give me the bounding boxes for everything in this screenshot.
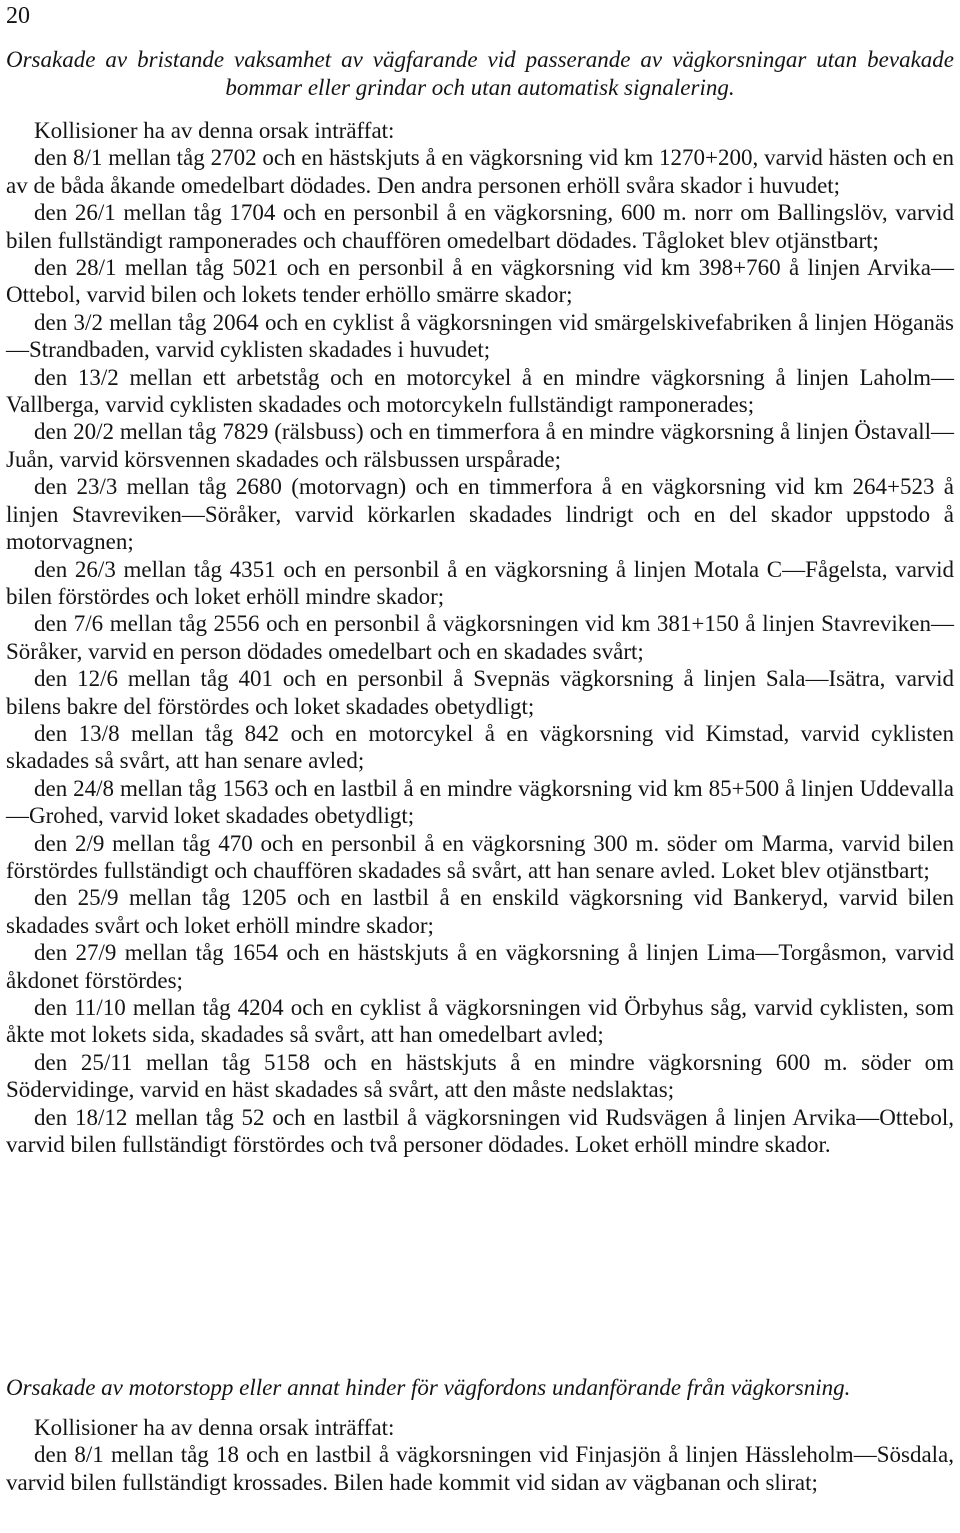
section-intro: Kollisioner ha av denna orsak inträffat: [34, 1415, 395, 1440]
collision-entry: den 13/2 mellan ett arbetståg och en motorcykel å en mindre vägkorsning å linjen Laholm—Vallberga, varvid cyklisten skadades och motorcykeln fullständigt ramponerades; [6, 364, 954, 418]
collision-entry: den 11/10 mellan tåg 4204 och en cyklist å vägkorsningen vid Örbyhus såg, varvid cyklisten, som åkte mot lokets sida, skadades så svårt, att han omedelbart avled; [6, 995, 954, 1048]
section-intro: Kollisioner ha av denna orsak inträffat: [34, 118, 395, 143]
collision-entry: den 24/8 mellan tåg 1563 och en lastbil å en mindre vägkorsning vid km 85+500 å linjen Uddevalla—Grohed, varvid loket skadades obetydligt; [6, 775, 954, 829]
section-motorstopp [6, 1414, 954, 1496]
collision-entry: den 25/9 mellan tåg 1205 och en lastbil å en enskild vägkorsning vid Bankeryd, varvid bilen skadades svårt och loket erhöll mindre skador; [6, 885, 954, 938]
collision-entry: den 2/9 mellan tåg 470 och en personbil å en vägkorsning 300 m. söder om Marma, varvid bilen förstördes fullständigt och chauffören skadades så svårt, att han senare avled. Loket blev otjänstbart; [6, 830, 954, 883]
collision-entry: den 26/1 mellan tåg 1704 och en personbil å en vägkorsning, 600 m. norr om Ballingslöv, varvid bilen fullständigt ramponerades och chauffören omedelbart dödades. Tågloket blev otjänstbart; [6, 200, 954, 253]
collision-entry: den 8/1 mellan tåg 18 och en lastbil å vägkorsningen vid Finjasjön å linjen Hässleholm—Sösdala, varvid bilen fullständigt krossades. Bilen hade kommit vid sidan av vägbanan och slirat; [6, 1442, 954, 1495]
section-heading-motorstopp: Orsakade av motorstopp eller annat hinder för vägfordons undanförande från vägkorsning. [6, 1375, 851, 1400]
collision-entry: den 18/12 mellan tåg 52 och en lastbil å vägkorsningen vid Rudsvägen å linjen Arvika—Ottebol, varvid bilen fullständigt förstördes och två personer dödades. Loket erhöll mindre skador. [6, 1104, 954, 1158]
page-number: 20 [6, 3, 30, 29]
collision-entry: den 28/1 mellan tåg 5021 och en personbil å en vägkorsning vid km 398+760 å linjen Arvika—Ottebol, varvid bilen och lokets tender erhöllo smärre skador; [6, 255, 954, 308]
collision-entry: den 8/1 mellan tåg 2702 och en hästskjuts å en vägkorsning vid km 1270+200, varvid hästen och en av de båda åkande omedelbart dödades. Den andra personen erhöll svåra skador i huvudet; [6, 145, 954, 198]
collision-list [6, 1441, 954, 1496]
collision-entry: den 13/8 mellan tåg 842 och en motorcykel å en vägkorsning vid Kimstad, varvid cyklisten skadades så svårt, att han senare avled; [6, 720, 954, 774]
collision-entry: den 3/2 mellan tåg 2064 och en cyklist å vägkorsningen vid smärgelskivefabriken å linjen Höganäs—Strandbaden, varvid cyklisten skadades i huvudet; [6, 309, 954, 363]
collision-entry: den 27/9 mellan tåg 1654 och en hästskjuts å en vägkorsning å linjen Lima—Torgåsmon, varvid åkdonet förstördes; [6, 940, 954, 993]
collision-entry: den 7/6 mellan tåg 2556 och en personbil å vägkorsningen vid km 381+150 å linjen Stavreviken—Söråker, varvid en person dödades omedelbart och en skadades svårt; [6, 611, 954, 664]
collision-entry: den 25/11 mellan tåg 5158 och en hästskjuts å en mindre vägkorsning 600 m. söder om Södervidinge, varvid en häst skadades så svårt, att den måste nedslaktas; [6, 1049, 954, 1103]
collision-entry: den 20/2 mellan tåg 7829 (rälsbuss) och en timmerfora å en mindre vägkorsning å linjen Östavall—Juån, varvid körsvennen skadades och rälsbussen urspårade; [6, 419, 954, 472]
section-heading-vaksamhet: Orsakade av bristande vaksamhet av vägfarande vid passerande av vägkorsningar utan bevakade bommar eller grindar och utan automatisk signalering. [6, 47, 954, 100]
collision-entry: den 12/6 mellan tåg 401 och en personbil å Svepnäs vägkorsning å linjen Sala—Isätra, varvid bilens bakre del förstördes och loket skadades obetydligt; [6, 666, 954, 719]
collision-entry: den 23/3 mellan tåg 2680 (motorvagn) och en timmerfora å en vägkorsning vid km 264+523 å linjen Stavreviken—Söråker, varvid körkarlen skadades lindrigt och en del skador uppstodo å motorvagnen; [6, 474, 954, 555]
section-vaksamhet [6, 117, 954, 1158]
collision-list [6, 144, 954, 1158]
collision-entry: den 26/3 mellan tåg 4351 och en personbil å en vägkorsning å linjen Motala C—Fågelsta, varvid bilen förstördes och loket erhöll mindre skador; [6, 556, 954, 609]
